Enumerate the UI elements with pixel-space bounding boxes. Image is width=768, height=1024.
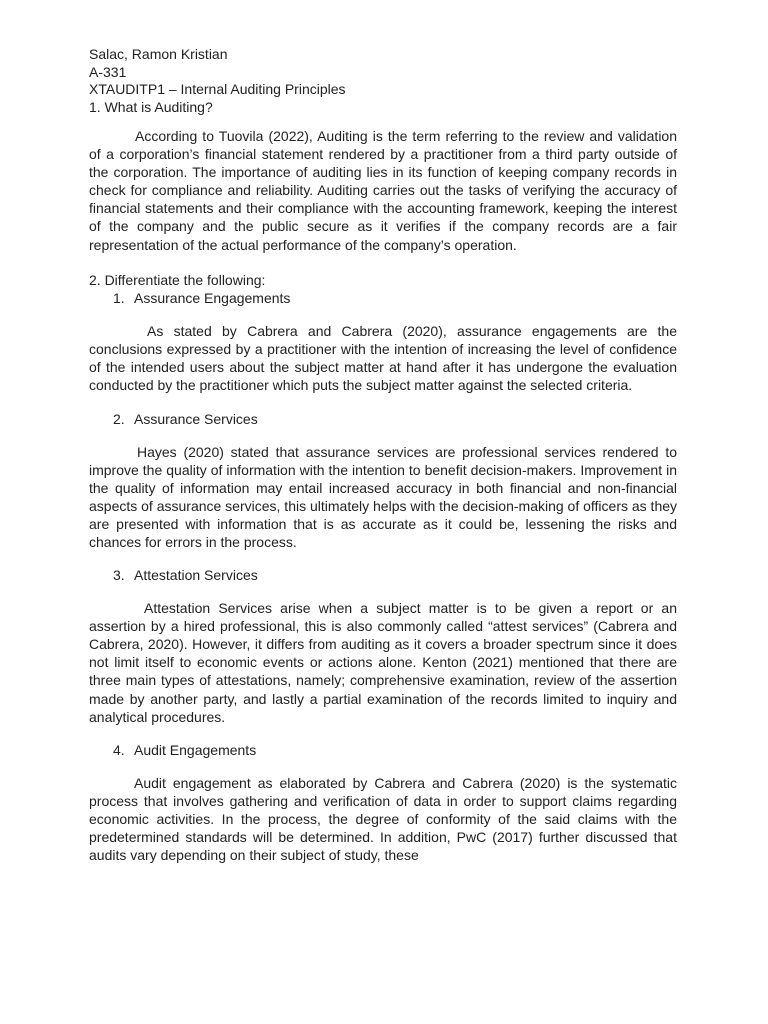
- paragraph-audit-engagements: Audit engagement as elaborated by Cabrera and Cabrera (2020) is the systematic process that involves gathering and verification of data in order to support claims regarding economic activities. In the process, the degree of conformity of the said claims with the predetermined standards will be determined. In addition, PwC (2017) further discussed that audits vary depending on their subject of study, these: [89, 774, 677, 864]
- subheading-attestation-services: [89, 566, 677, 584]
- paragraph-assurance-services: Hayes (2020) stated that assurance services are professional services rendered to improve the quality of information with the intention to benefit decision-makers. Improvement in the quality of information may entail increased accuracy in both financial and non-financial aspects of assurance services, this ultimately helps with the decision-making of officers as they are presented with information that is as accurate as it could be, lessening the risks and chances for errors in the process.: [89, 443, 678, 550]
- question-2: 2. Differentiate the following:: [89, 271, 266, 288]
- subheading-audit-engagements: [89, 741, 677, 759]
- answer-1-paragraph: According to Tuovila (2022), Auditing is the term referring to the review and validation of a corporation’s financial statement rendered by a practitioner from a third party outside of the corporation. The importance of auditing lies in its function of keeping company records in check for compliance and reliability. Auditing carries out the tasks of verifying the accuracy of financial statements and their compliance with the accounting framework, keeping the interest of the company and the public secure as it verifies if the company records are a fair representation of the actual performance of the company’s operation.: [89, 128, 677, 253]
- paragraph-assurance-engagements: As stated by Cabrera and Cabrera (2020), assurance engagements are the conclusions expressed by a practitioner with the intention of increasing the level of confidence of the intended users about the subject matter at hand after it has undergone the evaluation conducted by the practitioner which puts the subject matter against the selected criteria.: [89, 323, 677, 394]
- item-number: 4.: [113, 741, 125, 758]
- item-title: Assurance Services: [134, 410, 258, 427]
- item-number: 2.: [113, 410, 125, 427]
- subheading-assurance-engagements: [89, 289, 677, 307]
- section-code: A-331: [89, 63, 127, 80]
- item-number: 1.: [113, 290, 125, 307]
- course-title: XTAUDITP1 – Internal Auditing Principles: [89, 81, 346, 97]
- item-title: Attestation Services: [134, 567, 258, 584]
- item-title: Audit Engagements: [134, 741, 257, 758]
- item-number: 3.: [113, 567, 125, 584]
- document-page: [89, 46, 677, 864]
- item-title: Assurance Engagements: [134, 290, 291, 307]
- paragraph-attestation-services: Attestation Services arise when a subject matter is to be given a report or an assertion by a hired professional, this is also commonly called “attest services” (Cabrera and Cabrera, 2020). However, it differs from auditing as it covers a broader spectrum since it does not limit itself to economic events or actions alone. Kenton (2021) mentioned that there are three main types of attestations, namely; comprehensive examination, review of the assertion made by another party, and lastly a partial examination of the records limited to inquiry and analytical procedures.: [89, 600, 677, 725]
- subheading-assurance-services: [89, 410, 677, 428]
- question-1: 1. What is Auditing?: [89, 98, 213, 115]
- student-name: Salac, Ramon Kristian: [89, 46, 228, 62]
